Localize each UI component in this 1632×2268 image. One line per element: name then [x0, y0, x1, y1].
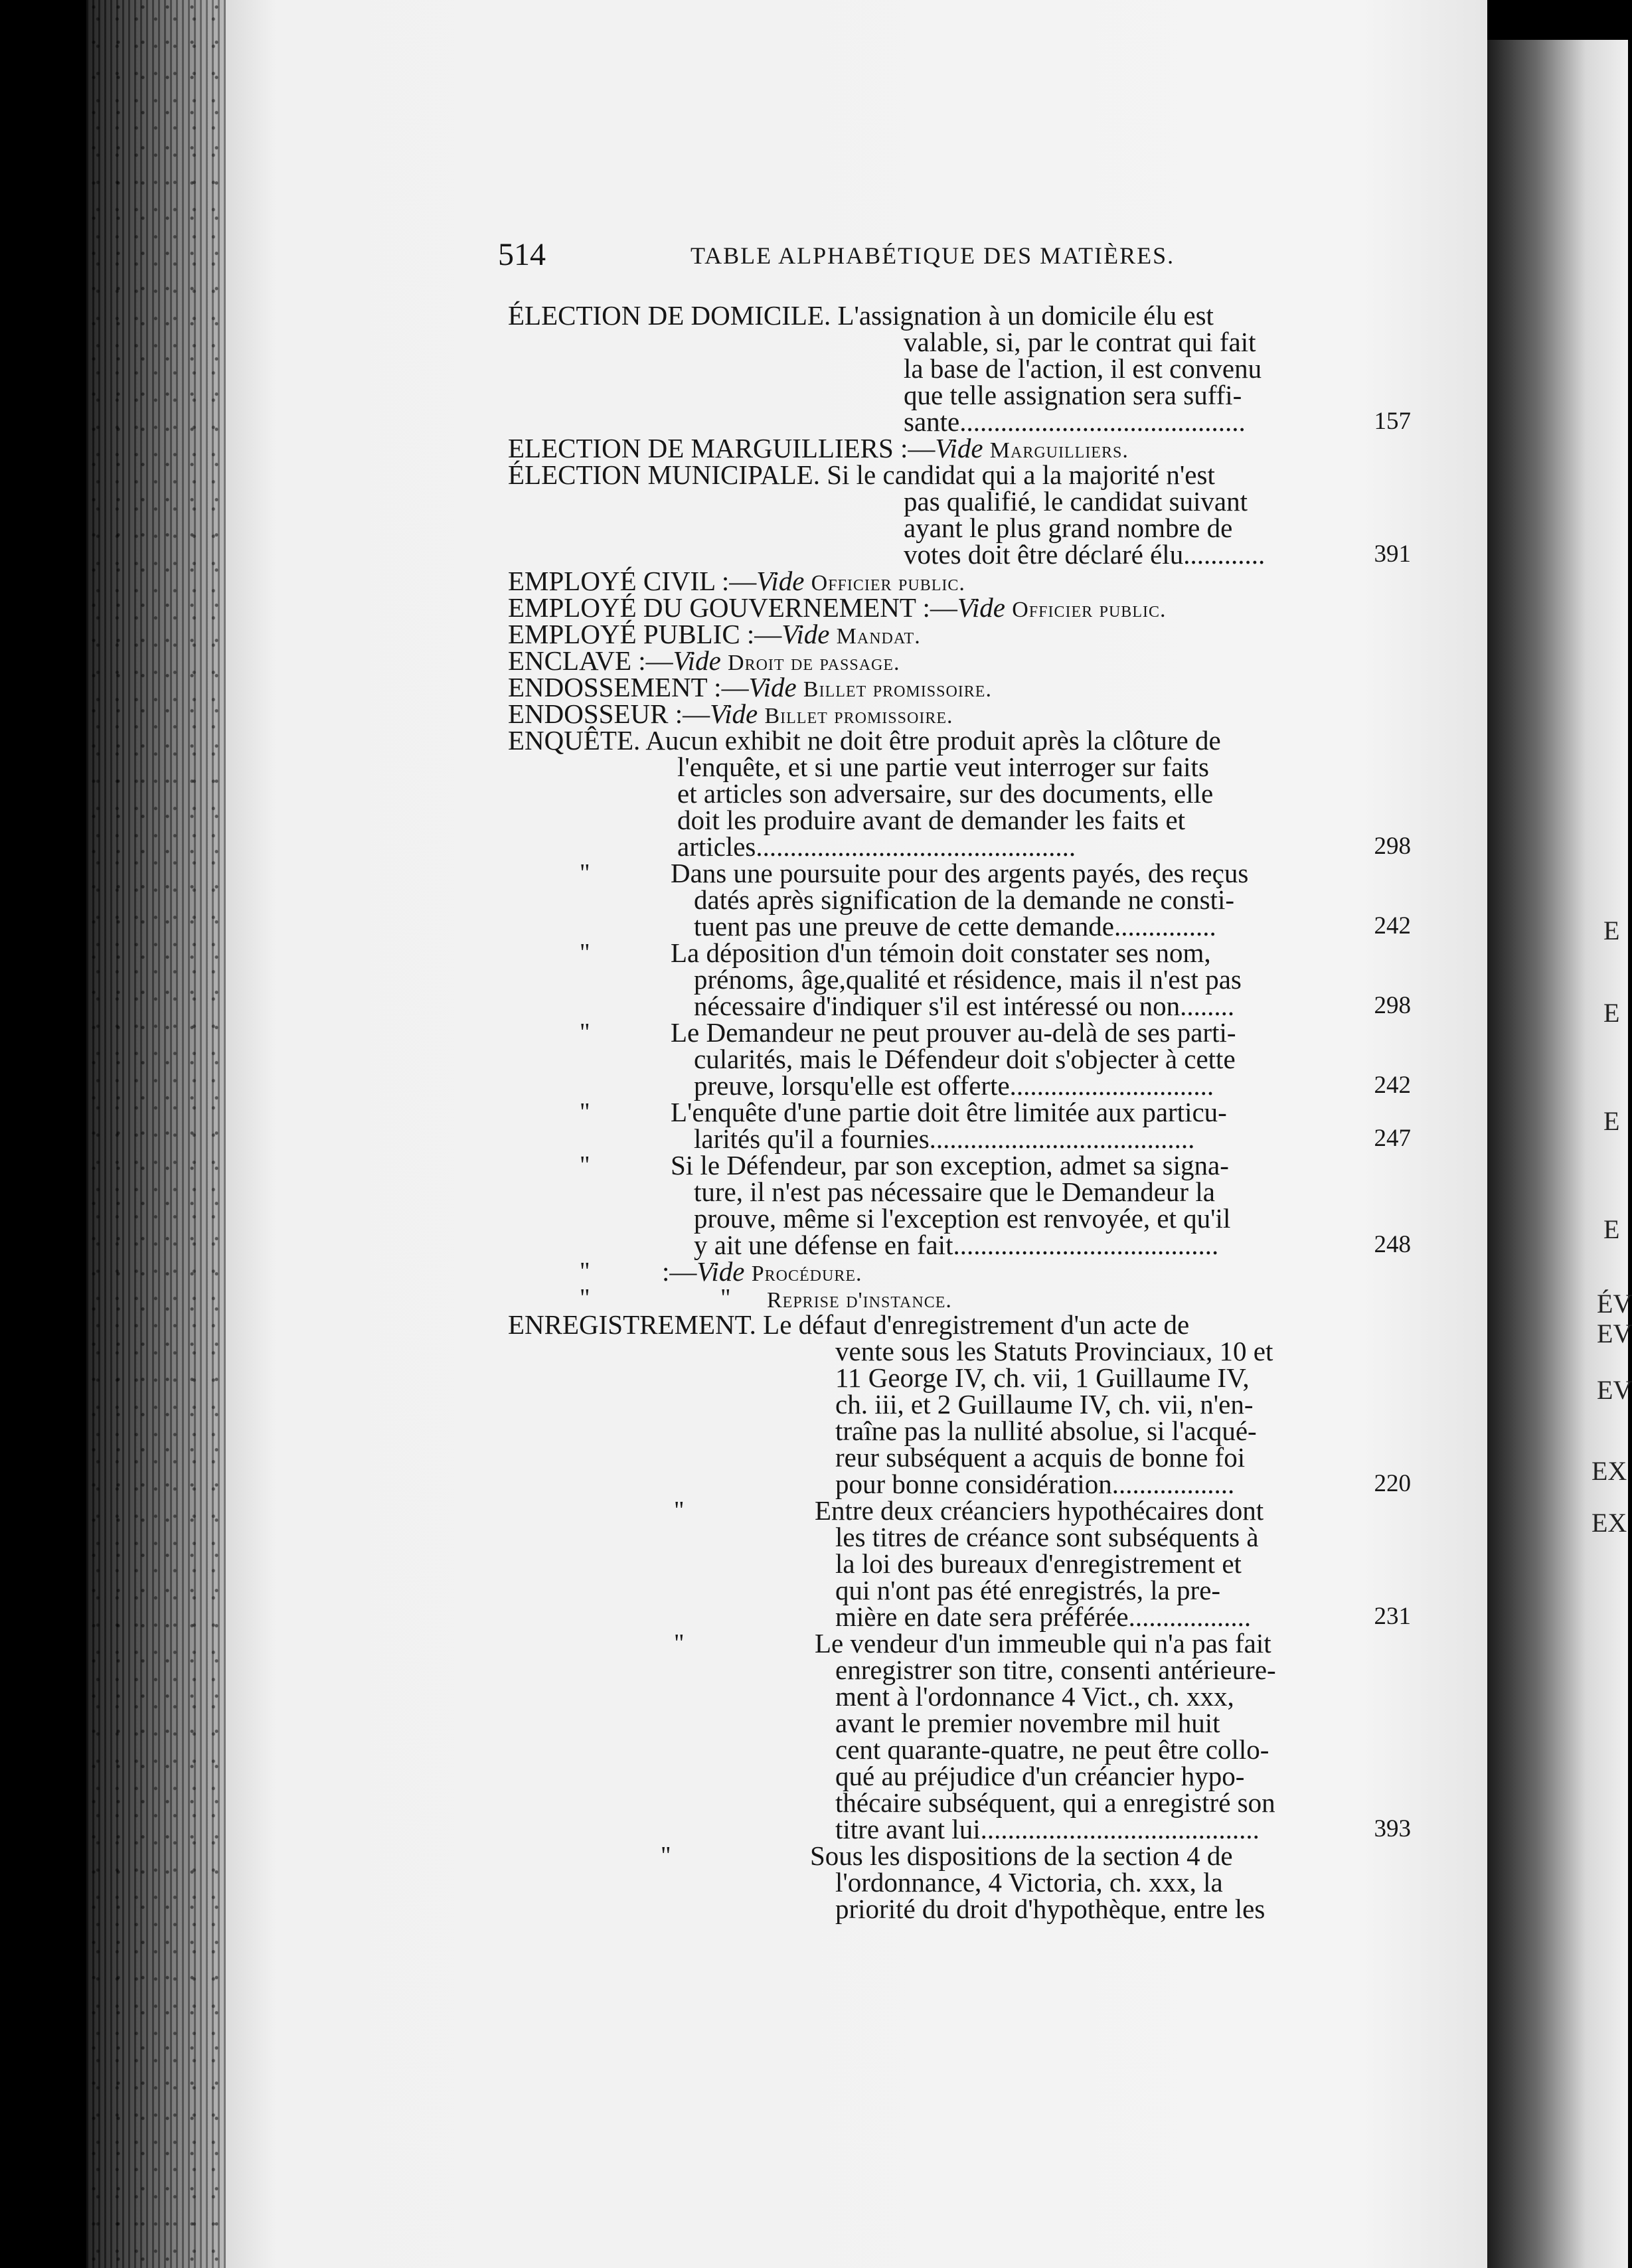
- facing-letter: EX: [1591, 1508, 1627, 1538]
- ditto-mark: ": [674, 1497, 685, 1524]
- entry-line: nécessaire d'indiquer s'il est intéressé ou non........: [694, 991, 1235, 1021]
- facing-letter: EV: [1597, 1319, 1632, 1348]
- index-content: [508, 302, 1411, 1922]
- entry-line: L'enquête d'une partie doit être limitée aux particu-: [671, 1097, 1227, 1127]
- cross-reference: ENDOSSEMENT :—Vide Billet promissoire.: [508, 672, 992, 702]
- entry-line: larités qu'il a fournies.......................................: [694, 1123, 1195, 1154]
- facing-letter: E: [1603, 1106, 1620, 1136]
- book-gutter: [86, 0, 239, 2268]
- page-reference: 242: [1374, 912, 1411, 939]
- page-reference: 220: [1374, 1470, 1411, 1497]
- entry-line: sante..........................................: [904, 406, 1246, 437]
- facing-letter: E: [1603, 1214, 1620, 1244]
- ditto-mark: ": [720, 1284, 731, 1312]
- entry-line: cent quarante-quatre, ne peut être collo-: [835, 1734, 1269, 1765]
- page-reference: 242: [1374, 1072, 1411, 1099]
- entry-line: ment à l'ordonnance 4 Vict., ch. xxx,: [835, 1681, 1234, 1712]
- entry-line: reur subséquent a acquis de bonne foi: [835, 1442, 1246, 1473]
- entry-line: traîne pas la nullité absolue, si l'acqué-: [835, 1416, 1257, 1446]
- cross-reference: " " Reprise d'instance.: [580, 1284, 952, 1313]
- ditto-mark: ": [661, 1842, 671, 1870]
- cross-reference: ELECTION DE MARGUILLIERS :—Vide Marguilliers.: [508, 433, 1129, 463]
- entry-line: que telle assignation sera suffi-: [904, 380, 1242, 410]
- entry-line: titre avant lui.........................................: [835, 1814, 1260, 1844]
- entry-line: vente sous les Statuts Provinciaux, 10 et: [835, 1336, 1273, 1366]
- entry-line: mière en date sera préférée..................: [835, 1601, 1252, 1632]
- entry-line: thécaire subséquent, qui a enregistré son: [835, 1787, 1275, 1818]
- entry-line: doit les produire avant de demander les faits et: [677, 805, 1186, 835]
- entry-line: ENQUÊTE. Aucun exhibit ne doit être produit après la clôture de: [508, 725, 1221, 756]
- entry-line: Le vendeur d'un immeuble qui n'a pas fait: [815, 1628, 1271, 1659]
- entry-line: Dans une poursuite pour des argents payés, des reçus: [671, 858, 1249, 888]
- entry-line: datés après signification de la demande ne consti-: [694, 884, 1235, 915]
- entry-line: 11 George IV, ch. vii, 1 Guillaume IV,: [835, 1362, 1250, 1393]
- entry-line: qué au préjudice d'un créancier hypo-: [835, 1761, 1245, 1791]
- index-entry: [508, 727, 1411, 860]
- entry-line: votes doit être déclaré élu............: [904, 539, 1265, 570]
- index-entry: [508, 1099, 1411, 1152]
- page-reference: 393: [1374, 1815, 1411, 1842]
- entry-line: Si le Défendeur, par son exception, admet sa signa-: [671, 1150, 1229, 1180]
- entry-line: ÉLECTION DE DOMICILE. L'assignation à un domicile élu est: [508, 300, 1214, 331]
- entry-line: pour bonne considération..................: [835, 1469, 1235, 1499]
- entry-line: les titres de créance sont subséquents à: [835, 1522, 1259, 1552]
- facing-letter: EX: [1591, 1456, 1627, 1486]
- entry-line: Sous les dispositions de la section 4 de: [810, 1840, 1233, 1871]
- entry-line: ture, il n'est pas nécessaire que le Demandeur la: [694, 1176, 1215, 1207]
- cross-reference: EMPLOYÉ CIVIL :—Vide Officier public.: [508, 566, 965, 596]
- facing-page-edge: [1487, 40, 1628, 2268]
- entry-line: priorité du droit d'hypothèque, entre les: [835, 1894, 1265, 1924]
- entry-line: La déposition d'un témoin doit constater ses nom,: [671, 937, 1211, 968]
- cross-reference: ENCLAVE :—Vide Droit de passage.: [508, 645, 900, 676]
- entry-line: la loi des bureaux d'enregistrement et: [835, 1548, 1242, 1579]
- ditto-mark: ": [580, 1257, 590, 1285]
- index-entry: [508, 461, 1411, 568]
- ditto-mark: ": [674, 1629, 685, 1657]
- entry-line: pas qualifié, le candidat suivant: [904, 486, 1248, 517]
- page-reference: 298: [1374, 833, 1411, 860]
- cross-reference: EMPLOYÉ PUBLIC :—Vide Mandat.: [508, 619, 921, 649]
- entry-line: ÉLECTION MUNICIPALE. Si le candidat qui a la majorité n'est: [508, 459, 1215, 490]
- ditto-mark: ": [580, 1284, 590, 1312]
- entry-line: l'enquête, et si une partie veut interroger sur faits: [677, 752, 1209, 782]
- entry-line: articles...............................................: [677, 831, 1076, 862]
- entry-line: avant le premier novembre mil huit: [835, 1708, 1220, 1738]
- page-reference: 231: [1374, 1603, 1411, 1630]
- ditto-mark: ": [580, 939, 590, 967]
- entry-line: preuve, lorsqu'elle est offerte..............................: [694, 1070, 1214, 1101]
- entry-line: Le Demandeur ne peut prouver au-delà de ses parti-: [671, 1017, 1236, 1048]
- entry-line: enregistrer son titre, consenti antérieure-: [835, 1655, 1276, 1685]
- entry-line: cularités, mais le Défendeur doit s'objecter à cette: [694, 1044, 1236, 1074]
- page-reference: 298: [1374, 992, 1411, 1019]
- entry-line: prouve, même si l'exception est renvoyée, et qu'il: [694, 1203, 1231, 1234]
- entry-line: ENREGISTREMENT. Le défaut d'enregistrement d'un acte de: [508, 1309, 1190, 1340]
- entry-line: qui n'ont pas été enregistrés, la pre-: [835, 1575, 1221, 1605]
- entry-line: et articles son adversaire, sur des documents, elle: [677, 778, 1214, 809]
- page-reference: 247: [1374, 1125, 1411, 1152]
- facing-letter: E: [1603, 998, 1620, 1028]
- facing-letter: EV: [1597, 1375, 1632, 1405]
- ditto-mark: ": [580, 859, 590, 887]
- index-entry: [508, 1842, 1411, 1922]
- index-entry: [508, 1019, 1411, 1099]
- entry-line: tuent pas une preuve de cette demande...............: [694, 911, 1216, 941]
- page-header: [498, 236, 1361, 276]
- cross-reference: EMPLOYÉ DU GOUVERNEMENT :—Vide Officier public.: [508, 592, 1167, 623]
- index-entry: [508, 1630, 1411, 1842]
- cross-reference: " :—Vide Procédure.: [580, 1256, 862, 1287]
- facing-letter: ÉV: [1597, 1289, 1632, 1319]
- page-reference: 157: [1374, 408, 1411, 435]
- index-entry: [508, 302, 1411, 435]
- index-entry: [508, 1311, 1411, 1497]
- index-entry: [508, 1497, 1411, 1630]
- entry-line: prénoms, âge,qualité et résidence, mais il n'est pas: [694, 964, 1242, 995]
- page-number: 514: [498, 237, 546, 272]
- entry-line: y ait une défense en fait.......................................: [694, 1230, 1219, 1260]
- index-entry: [508, 939, 1411, 1019]
- page-reference: 391: [1374, 540, 1411, 568]
- facing-letter: E: [1603, 916, 1620, 945]
- index-entry: [508, 1152, 1411, 1258]
- cross-reference: ENDOSSEUR :—Vide Billet promissoire.: [508, 698, 953, 729]
- entry-line: ayant le plus grand nombre de: [904, 513, 1233, 543]
- entry-line: ch. iii, et 2 Guillaume IV, ch. vii, n'en-: [835, 1389, 1254, 1419]
- entry-line: l'ordonnance, 4 Victoria, ch. xxx, la: [835, 1867, 1223, 1898]
- page-reference: 248: [1374, 1231, 1411, 1258]
- entry-line: valable, si, par le contrat qui fait: [904, 327, 1256, 357]
- index-entry: [508, 860, 1411, 939]
- ditto-mark: ": [580, 1018, 590, 1046]
- entry-line: la base de l'action, il est convenu: [904, 353, 1262, 384]
- ditto-mark: ": [580, 1151, 590, 1179]
- entry-line: Entre deux créanciers hypothécaires dont: [815, 1495, 1264, 1526]
- running-title: TABLE ALPHABÉTIQUE DES MATIÈRES.: [691, 242, 1175, 269]
- ditto-mark: ": [580, 1098, 590, 1126]
